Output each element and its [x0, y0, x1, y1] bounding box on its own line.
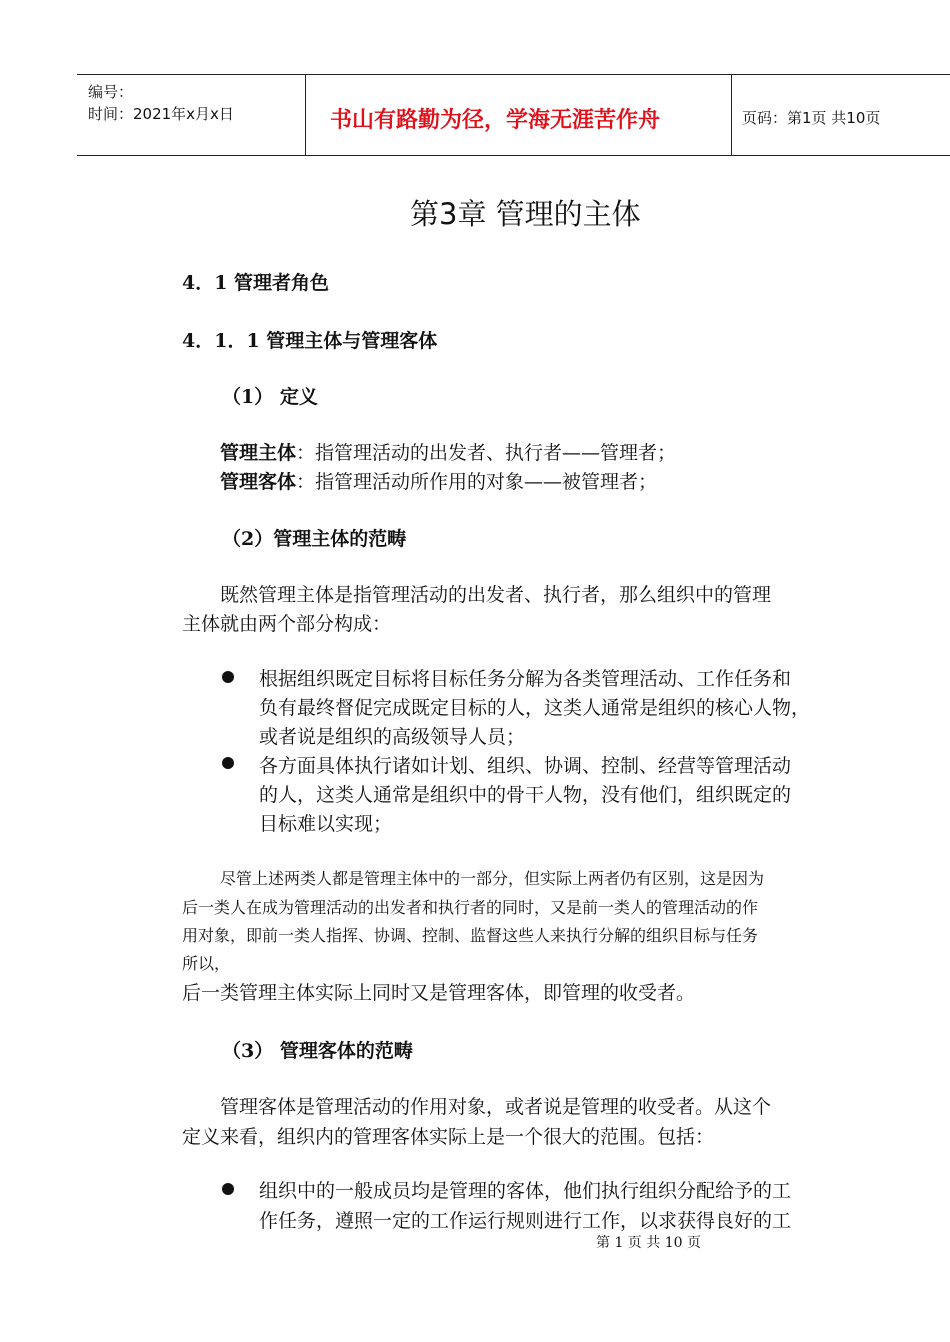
header-page-info: 页码：第1页 共10页: [742, 109, 881, 127]
document-date-label: 时间：2021年x月x日: [88, 105, 234, 123]
paragraph-line: 定义来看，组织内的管理客体实际上是一个很大的范围。包括：: [182, 1126, 715, 1148]
small-paragraph-line: 后一类人在成为管理活动的出发者和执行者的同时，又是前一类人的管理活动的作: [182, 898, 759, 917]
header-bottom-rule: [77, 155, 950, 156]
bullet-line: 作任务，遵照一定的工作运行规则进行工作，以求获得良好的工: [259, 1210, 792, 1232]
page-footer: 第 1 页 共 10 页: [596, 1235, 701, 1251]
header-divider-right: [731, 74, 732, 156]
subheading-subject-scope: （2）管理主体的范畴: [222, 528, 407, 550]
subheading-definition: （1） 定义: [222, 386, 318, 408]
bullet-line: 的人，这类人通常是组织中的骨干人物，没有他们，组织既定的: [259, 784, 792, 806]
subheading-object-scope: （3） 管理客体的范畴: [222, 1040, 413, 1062]
small-paragraph-line: 尽管上述两类人都是管理主体中的一部分，但实际上两者仍有区别，这是因为: [220, 869, 765, 888]
small-paragraph-line: 所以，: [182, 954, 231, 973]
chapter-title: 第3章 管理的主体: [410, 197, 641, 231]
bullet-line: 根据组织既定目标将目标任务分解为各类管理活动、工作任务和: [259, 668, 792, 690]
definition-subject-text: ：指管理活动的出发者、执行者——管理者；: [296, 442, 677, 464]
header-divider-left: [305, 74, 306, 156]
small-paragraph-line: 用对象，即前一类人指挥、协调、控制、监督这些人来执行分解的组织目标与任务: [182, 926, 759, 945]
definition-subject: [220, 438, 676, 465]
bullet-line: 各方面具体执行诸如计划、组织、协调、控制、经营等管理活动: [259, 755, 792, 777]
definition-object-term: 管理客体: [220, 471, 297, 493]
definition-subject-term: 管理主体: [220, 442, 297, 464]
bullet-icon: [222, 757, 234, 769]
bullet-line: 负有最终督促完成既定目标的人，这类人通常是组织的核心人物，: [259, 697, 811, 719]
paragraph-line: 管理客体是管理活动的作用对象，或者说是管理的收受者。从这个: [220, 1096, 772, 1118]
paragraph-line: 既然管理主体是指管理活动的出发者、执行者，那么组织中的管理: [220, 584, 772, 606]
section-heading-4-1-1: 4．1．1 管理主体与管理客体: [182, 330, 438, 352]
paragraph-line: 后一类管理主体实际上同时又是管理客体，即管理的收受者。: [182, 982, 696, 1004]
paragraph-line: 主体就由两个部分构成：: [182, 613, 392, 635]
section-heading-4-1: 4．1 管理者角色: [182, 272, 330, 294]
bullet-line: 目标难以实现；: [259, 813, 393, 835]
bullet-line: 或者说是组织的高级领导人员；: [259, 726, 526, 748]
bullet-icon: [222, 1183, 234, 1195]
bullet-icon: [222, 671, 234, 683]
definition-object: [220, 467, 657, 494]
bullet-line: 组织中的一般成员均是管理的客体，他们执行组织分配给予的工: [259, 1180, 792, 1202]
document-number-label: 编号：: [88, 83, 134, 101]
header-motto: 书山有路勤为径，学海无涯苦作舟: [330, 108, 661, 133]
definition-object-text: ：指管理活动所作用的对象——被管理者；: [296, 471, 658, 493]
header-top-rule: [77, 74, 950, 75]
